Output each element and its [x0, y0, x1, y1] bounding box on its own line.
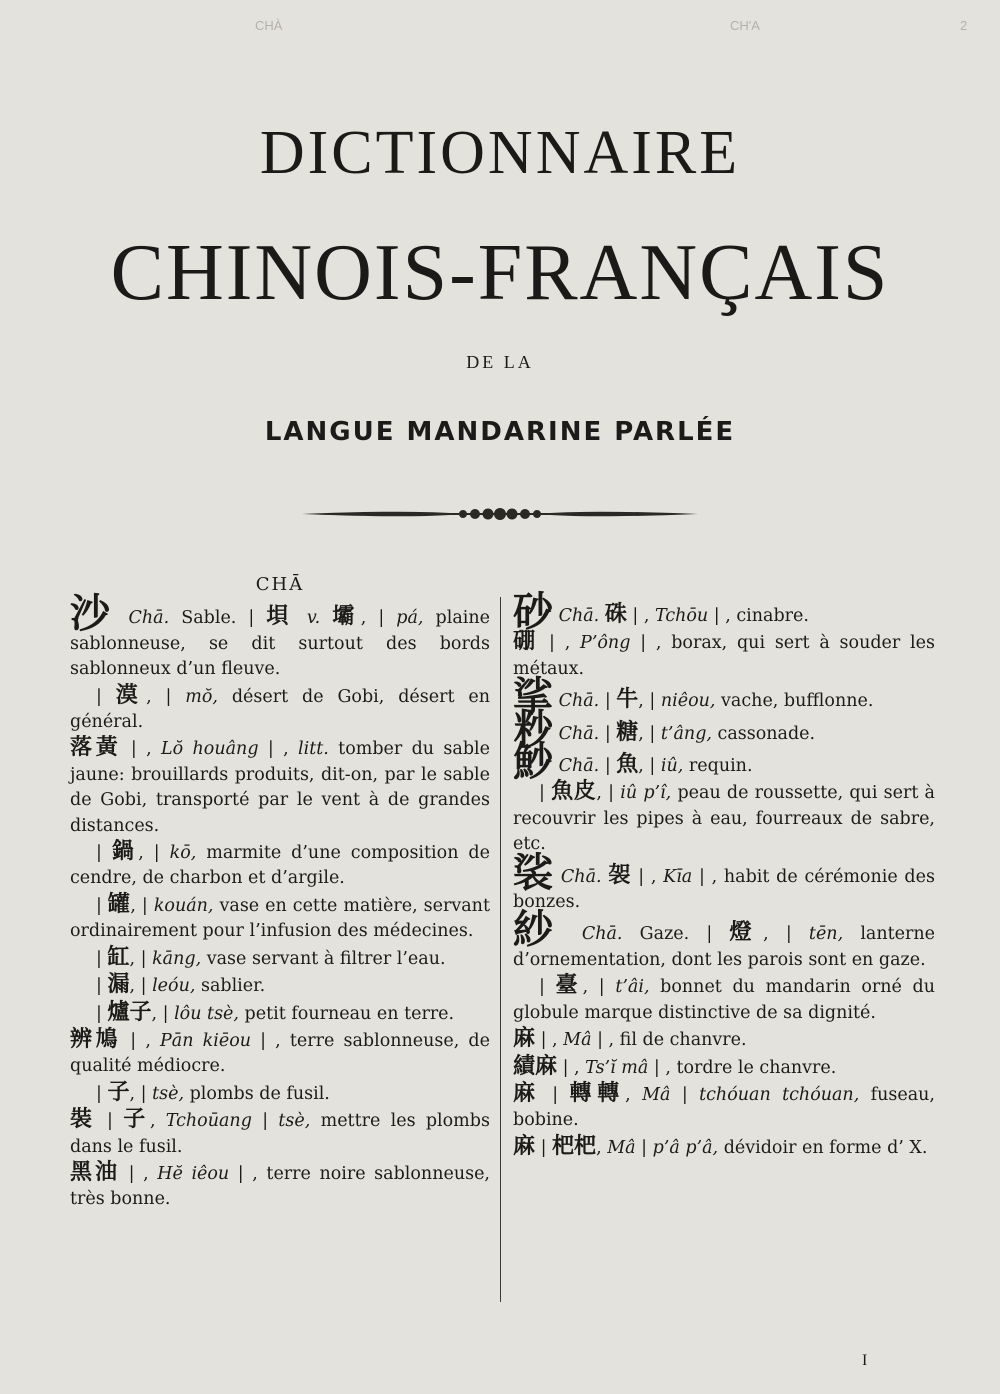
dictionary-entry	[70, 839, 490, 892]
chinese-characters: 臺	[555, 973, 583, 999]
dictionary-entry	[513, 849, 935, 916]
left-column	[70, 572, 490, 1213]
romanization: Chā.	[128, 608, 170, 629]
definition-text: |	[539, 977, 556, 998]
definition-text: | , habit de cérémonie des bonzes.	[513, 866, 935, 913]
dictionary-entry	[513, 589, 935, 635]
chinese-characters: 績麻	[513, 1053, 558, 1079]
headword-character: 沙	[70, 591, 117, 638]
romanization: Chā.	[558, 723, 600, 744]
definition-text: requin.	[683, 756, 753, 777]
romanization: kouán,	[153, 895, 214, 916]
chinese-characters: 子	[123, 1107, 150, 1133]
chinese-characters: 麻	[513, 1080, 541, 1106]
dictionary-entry	[513, 739, 935, 786]
definition-text: sablier.	[195, 976, 266, 997]
title-langue-mandarine: LANGUE MANDARINE PARLÉE	[264, 417, 736, 447]
romanization: Kīa	[663, 866, 693, 887]
romanization: Chā.	[560, 866, 602, 887]
romanization: lôu tsè,	[174, 1003, 239, 1024]
definition-text: |	[635, 1137, 653, 1158]
definition-text: | ,	[258, 739, 299, 760]
chinese-characters: 落黃	[70, 735, 122, 761]
definition-text	[320, 608, 332, 628]
romanization: Tchoūang	[165, 1111, 252, 1132]
headword-character: 裟	[513, 849, 555, 896]
chinese-characters: 杷杷	[552, 1133, 597, 1159]
definition-text: , |	[596, 783, 621, 804]
definition-text: | , cinabre.	[708, 606, 809, 626]
definition-text: |	[599, 756, 617, 777]
definition-text: vase servant à filtrer l’eau.	[201, 948, 446, 969]
dictionary-entry	[70, 683, 490, 736]
definition-text: , |	[360, 608, 397, 629]
romanization: kāng,	[152, 948, 202, 969]
dictionary-entry	[513, 779, 935, 857]
dictionary-entry	[513, 973, 935, 1026]
ghost-header-left: CHÀ	[255, 18, 283, 33]
dictionary-entry	[70, 945, 490, 972]
chinese-characters: 麻	[513, 1133, 536, 1159]
definition-text: lanterne d’ornementation, dont les parois sont en gaze.	[513, 924, 935, 970]
definition-text: , |	[638, 723, 661, 744]
dictionary-entry	[513, 629, 935, 682]
chinese-characters: 鍋	[111, 839, 139, 865]
definition-text: ,	[596, 1137, 608, 1158]
definition-text	[565, 924, 582, 944]
headword-character: 粆	[513, 706, 553, 753]
definition-text: | ,	[535, 1030, 564, 1051]
romanization: Chā.	[558, 606, 600, 626]
ornamental-rule	[300, 500, 700, 528]
left-entries	[70, 591, 490, 1212]
definition-text	[295, 608, 307, 628]
page-number: I	[862, 1352, 868, 1369]
definition-text: , |	[151, 1003, 175, 1024]
definition-text: , |	[146, 686, 186, 707]
definition-text: |	[535, 1137, 553, 1158]
chinese-characters: 裝	[70, 1107, 97, 1133]
definition-text: | , tordre le chanvre.	[648, 1057, 837, 1078]
romanization: Lŏ houâng	[161, 739, 259, 760]
definition-text: |	[599, 691, 617, 712]
definition-text: dévidoir en forme d’ X.	[718, 1137, 928, 1158]
definition-text: | , fil de chanvre.	[591, 1030, 747, 1051]
chinese-characters: 魚皮	[551, 779, 597, 805]
definition-text: |	[96, 976, 108, 997]
chinese-characters: 硼	[513, 629, 540, 655]
chinese-characters: 漠	[115, 682, 147, 708]
definition-text: |	[599, 723, 617, 744]
dictionary-entry	[70, 1027, 490, 1080]
definition-text: cassonade.	[711, 723, 816, 744]
right-column	[513, 589, 935, 1161]
romanization: iû,	[660, 756, 684, 777]
definition-text: , |	[638, 756, 661, 777]
definition-text: plombs de fusil.	[184, 1083, 330, 1104]
romanization: leóu,	[152, 976, 196, 997]
chinese-characters: 麻	[513, 1026, 536, 1052]
romanization: tsè,	[278, 1111, 311, 1132]
romanization: v.	[306, 608, 321, 629]
definition-text: |	[96, 843, 112, 864]
definition-text: tomber du sable jaune: brouillards produits, dit-on, par le sable de Gobi, transporté par le vent à de grandes distances.	[70, 739, 490, 836]
definition-text: , |	[130, 895, 154, 916]
dictionary-entry	[70, 892, 490, 945]
definition-text: |	[96, 1111, 124, 1132]
chinese-characters: 爐子	[107, 999, 152, 1025]
romanization: t’âi,	[615, 977, 650, 998]
chinese-characters: 垻	[266, 604, 295, 630]
definition-text: , |	[129, 1083, 153, 1104]
definition-text: | ,	[631, 866, 664, 887]
chinese-characters: 牛	[616, 687, 639, 713]
dictionary-entry	[70, 735, 490, 839]
definition-text: marmite d’une composition de cendre, de charbon et d’argile.	[70, 843, 490, 889]
dictionary-entry	[70, 1080, 490, 1107]
definition-text: | ,	[626, 606, 655, 626]
definition-text: |	[96, 895, 108, 916]
romanization: mŏ,	[185, 686, 218, 707]
title-chinois-francais: CHINOIS-FRANÇAIS	[110, 229, 890, 317]
romanization: niêou,	[660, 691, 716, 712]
romanization: tchóuan tchóuan,	[699, 1084, 860, 1105]
romanization: Hĕ iêou	[157, 1163, 230, 1184]
headword-character: 紗	[513, 907, 565, 954]
definition-text: |	[96, 686, 116, 707]
section-heading: CHĀ	[255, 574, 305, 595]
dictionary-entry	[513, 1026, 935, 1053]
romanization: Mâ	[642, 1084, 671, 1105]
dictionary-entry	[513, 1134, 935, 1161]
definition-text: | ,	[121, 1030, 161, 1051]
definition-text: Sable. |	[169, 608, 267, 629]
chinese-characters: 壩	[332, 604, 361, 630]
romanization: litt.	[298, 739, 329, 760]
dictionary-entry	[70, 1160, 490, 1213]
chinese-characters: 漏	[107, 972, 130, 998]
romanization: Pān kiēou	[160, 1030, 252, 1051]
chinese-characters: 糖	[616, 719, 639, 745]
definition-text: ,	[625, 1084, 643, 1105]
definition-text: |	[539, 783, 552, 804]
title-connector: DE LA	[466, 352, 534, 372]
definition-text: petit fourneau en terre.	[238, 1003, 455, 1024]
chinese-characters: 黑油	[70, 1159, 121, 1185]
definition-text: vase en cette matière, servant ordinairement pour l’infusion des médecines.	[70, 895, 490, 942]
chinese-characters: 硃	[604, 602, 627, 627]
ghost-header-corner: 2	[960, 18, 968, 33]
romanization: Ts’ĭ mâ	[585, 1057, 649, 1078]
definition-text: ,	[149, 1111, 166, 1132]
romanization: tsè,	[152, 1083, 185, 1104]
definition-text: , |	[129, 976, 153, 997]
chinese-characters: 辨鳩	[70, 1026, 122, 1052]
romanization: iû p’î,	[620, 783, 672, 804]
title-dictionnaire: DICTIONNAIRE	[259, 119, 741, 187]
chinese-characters: 魚	[616, 752, 639, 778]
definition-text: Gaze. |	[622, 924, 730, 945]
dictionary-entry	[513, 907, 935, 973]
column-divider	[500, 597, 501, 1302]
definition-text: | , terre sablonneuse, de qualité médiocre.	[70, 1030, 490, 1077]
romanization: Mâ	[607, 1137, 636, 1158]
chinese-characters: 罐	[107, 891, 131, 917]
definition-text: vache, bufflonne.	[715, 691, 874, 712]
headword-character: 挲	[513, 674, 553, 721]
chinese-characters: 袈	[608, 862, 632, 888]
definition-text: | ,	[120, 1163, 158, 1184]
romanization: kō,	[169, 843, 197, 864]
romanization: Mâ	[563, 1030, 592, 1051]
romanization: Chā.	[558, 756, 600, 777]
chinese-characters: 燈	[729, 920, 764, 946]
dictionary-entry	[513, 1081, 935, 1134]
romanization: tēn,	[808, 924, 844, 945]
definition-text: , |	[763, 924, 809, 945]
headword-character: 砂	[513, 589, 553, 635]
definition-text: | , borax, qui sert à souder les métaux.	[513, 633, 935, 679]
definition-text: |	[96, 1003, 108, 1024]
definition-text: | , terre noire sablonneuse, très bonne.	[70, 1163, 490, 1210]
romanization: Chā.	[581, 924, 623, 945]
definition-text: désert de Gobi, désert en général.	[70, 686, 490, 733]
definition-text: fuseau, bobine.	[513, 1084, 935, 1131]
headword-character: 魦	[513, 739, 553, 786]
chinese-characters: 缸	[107, 944, 130, 970]
romanization: p’â p’â,	[652, 1137, 719, 1158]
definition-text: |	[251, 1111, 279, 1132]
definition-text: , |	[138, 843, 170, 864]
right-entries	[513, 589, 935, 1161]
dictionary-entry	[513, 674, 935, 721]
definition-text: |	[540, 1084, 570, 1105]
dictionary-entry	[70, 1107, 490, 1160]
definition-text: | ,	[121, 739, 162, 760]
romanization: pá,	[396, 608, 424, 629]
definition-text: peau de roussette, qui sert à recouvrir les pipes à eau, fourreaux de sabre, etc.	[513, 783, 935, 855]
dictionary-entry	[70, 972, 490, 999]
definition-text: |	[96, 948, 108, 969]
dictionary-entry	[70, 591, 490, 682]
definition-text: plaine sablonneuse, se dit surtout des bords sablonneux d’un fleuve.	[70, 608, 490, 680]
definition-text: , |	[582, 977, 616, 998]
dictionary-entry	[513, 1054, 935, 1081]
dictionary-entry	[513, 706, 935, 753]
romanization: t’âng,	[660, 723, 712, 744]
definition-text	[116, 608, 128, 628]
romanization: P’ông	[580, 633, 631, 654]
chinese-characters: 轉轉	[569, 1080, 626, 1106]
romanization: Tchōu	[655, 606, 709, 626]
definition-text: | ,	[557, 1057, 586, 1078]
definition-text: , |	[129, 948, 153, 969]
definition-text: |	[96, 1083, 108, 1104]
dictionary-entry	[70, 1000, 490, 1027]
definition-text: | ,	[539, 633, 581, 654]
definition-text	[554, 867, 561, 887]
definition-text: |	[670, 1084, 700, 1105]
romanization: Chā.	[558, 691, 600, 712]
definition-text: mettre les plombs dans le fusil.	[70, 1111, 490, 1157]
chinese-characters: 子	[107, 1079, 130, 1105]
ghost-header-right: CH'A	[730, 18, 760, 33]
definition-text: , |	[638, 691, 661, 712]
definition-text: bonnet du mandarin orné du globule marque distinctive de sa dignité.	[513, 977, 935, 1023]
